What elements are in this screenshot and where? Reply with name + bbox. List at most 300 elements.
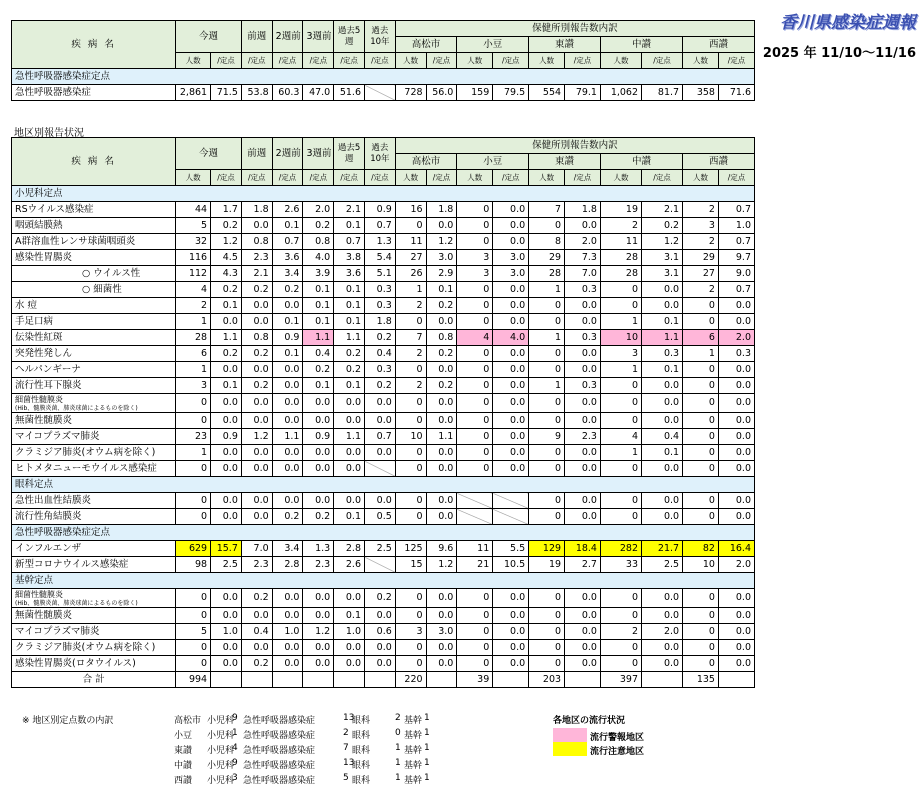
value-cell: 3 [457, 250, 493, 266]
value-cell: 0 [395, 589, 426, 608]
disease-label: 流行性耳下腺炎 [15, 379, 82, 391]
value-cell: 1 [176, 362, 211, 378]
disease-label: ヒトメタニューモウイルス感染症 [15, 462, 157, 474]
two-weeks-header: 2週前 [272, 21, 303, 53]
legend-warning-swatch [553, 728, 587, 742]
value-cell: 0.3 [365, 298, 396, 314]
value-cell: 0.0 [426, 394, 457, 413]
value-cell: 358 [683, 85, 719, 101]
value-cell: 0.0 [426, 413, 457, 429]
past10-header: 過去10年 [365, 138, 396, 170]
value-cell: 1.0 [718, 218, 754, 234]
value-cell: 2.1 [241, 266, 272, 282]
value-cell: 0 [176, 656, 211, 672]
value-cell: 2.0 [718, 557, 754, 573]
this-week-header: 今週 [176, 21, 242, 53]
empty-cell [334, 672, 365, 688]
value-cell: 0.0 [211, 640, 242, 656]
disease-label: ヘルパンギーナ [15, 363, 81, 375]
count-header: 人数 [457, 53, 493, 69]
table-row [12, 589, 755, 608]
value-cell: 0.1 [334, 608, 365, 624]
value-cell: 1.1 [272, 429, 303, 445]
value-cell: 0.0 [642, 298, 683, 314]
value-cell: 29 [683, 250, 719, 266]
value-cell: 0.0 [334, 413, 365, 429]
footnote-cell: 基幹 [404, 746, 423, 756]
value-cell: 10 [395, 429, 426, 445]
region-header: 中讃 [600, 154, 682, 170]
value-cell: 0.0 [565, 461, 601, 477]
value-cell: 2.1 [642, 202, 683, 218]
value-cell: 27 [683, 266, 719, 282]
value-cell: 1.1 [334, 330, 365, 346]
value-cell: 2.3 [241, 250, 272, 266]
value-cell: 0 [457, 608, 493, 624]
value-cell: 0.7 [365, 218, 396, 234]
disease-label: マイコプラズマ肺炎 [15, 430, 100, 442]
value-cell: 0.3 [565, 378, 601, 394]
disease-name [12, 202, 176, 218]
value-cell: 2 [395, 378, 426, 394]
value-cell: 0.0 [211, 589, 242, 608]
value-cell: 0 [600, 378, 641, 394]
legend-title: 各地区の流行状況 [553, 716, 626, 726]
count-header: 人数 [600, 170, 641, 186]
footnote-cell: 0 [395, 728, 401, 738]
value-cell: 1.3 [365, 234, 396, 250]
value-cell: 2 [176, 298, 211, 314]
disease-name [12, 509, 176, 525]
disease-name [12, 362, 176, 378]
count-header: 人数 [176, 170, 211, 186]
table-row [12, 557, 755, 573]
legend-warning-label: 流行警報地区 [590, 733, 645, 743]
value-cell: 10 [683, 557, 719, 573]
value-cell: 0.1 [642, 314, 683, 330]
disease-header: 疾 病 名 [12, 21, 176, 69]
value-cell: 2.0 [718, 330, 754, 346]
value-cell: 0.0 [426, 509, 457, 525]
value-cell: 0.0 [272, 493, 303, 509]
disease-label: 水 痘 [15, 299, 38, 311]
value-cell: 28 [176, 330, 211, 346]
region-header: 小豆 [457, 154, 529, 170]
value-cell: 8 [529, 234, 565, 250]
value-cell: 0.0 [303, 608, 334, 624]
disease-label: 細菌性髄膜炎 [15, 590, 63, 599]
value-cell: 0.0 [642, 461, 683, 477]
footnote-cell: 中讃 [174, 761, 193, 771]
value-cell: 2.0 [565, 234, 601, 250]
per-site-header: /定点 [303, 53, 334, 69]
value-cell: 0 [457, 413, 493, 429]
table-row [12, 624, 755, 640]
disease-label: クラミジア肺炎(オウム病を除く) [15, 446, 156, 458]
value-cell: 3.6 [272, 250, 303, 266]
value-cell: 0.4 [365, 346, 396, 362]
value-cell: 0 [683, 608, 719, 624]
disease-label: 急性出血性結膜炎 [15, 494, 92, 506]
two-weeks-header: 2週前 [272, 138, 303, 170]
footnote-cell: 小豆 [174, 731, 193, 741]
footnote-cell: 2 [395, 713, 401, 723]
value-cell: 2.3 [303, 557, 334, 573]
table-row [12, 298, 755, 314]
table-row [12, 461, 755, 477]
per-site-header: /定点 [241, 170, 272, 186]
value-cell: 60.3 [272, 85, 303, 101]
value-cell: 2 [683, 202, 719, 218]
value-cell: 0.2 [211, 346, 242, 362]
value-cell: 53.8 [241, 85, 272, 101]
value-cell: 0.0 [718, 493, 754, 509]
disease-label: 無菌性髄膜炎 [15, 609, 73, 621]
value-cell: 15.7 [211, 541, 242, 557]
value-cell: 0 [457, 218, 493, 234]
disease-name [12, 85, 176, 101]
value-cell: 0.0 [241, 314, 272, 330]
table-row [12, 493, 755, 509]
value-cell: 0.0 [493, 413, 529, 429]
value-cell: 9.6 [426, 541, 457, 557]
value-cell: 6 [176, 346, 211, 362]
value-cell: 1.0 [272, 624, 303, 640]
value-cell: 129 [529, 541, 565, 557]
value-cell: 0.1 [334, 378, 365, 394]
value-cell: 1 [600, 445, 641, 461]
value-cell: 0.0 [565, 362, 601, 378]
value-cell: 0.0 [718, 429, 754, 445]
value-cell: 0.0 [211, 314, 242, 330]
value-cell: 0.0 [565, 656, 601, 672]
value-cell: 0.2 [365, 589, 396, 608]
value-cell: 0.0 [334, 394, 365, 413]
value-cell: 2.5 [211, 557, 242, 573]
value-cell: 0.3 [642, 346, 683, 362]
empty-cell [211, 672, 242, 688]
value-cell: 0.0 [272, 362, 303, 378]
table-row [12, 202, 755, 218]
value-cell: 0 [683, 362, 719, 378]
disease-name [12, 461, 176, 477]
table-row [12, 608, 755, 624]
disease-label: ○ 細菌性 [82, 283, 122, 295]
value-cell: 0.2 [365, 378, 396, 394]
footnote-cell: 9 [232, 758, 238, 768]
disease-label: A群溶血性レンサ球菌咽頭炎 [15, 235, 136, 247]
value-cell: 0 [529, 298, 565, 314]
value-cell: 3.1 [642, 250, 683, 266]
value-cell: 0.0 [272, 394, 303, 413]
value-cell: 5 [176, 218, 211, 234]
value-cell: 0.1 [334, 298, 365, 314]
value-cell: 0 [395, 656, 426, 672]
value-cell: 0.0 [718, 445, 754, 461]
count-header: 人数 [529, 53, 565, 69]
value-cell: 0.0 [718, 608, 754, 624]
group-row [12, 525, 755, 541]
value-cell: 0.9 [272, 330, 303, 346]
disease-label: 流行性角結膜炎 [15, 510, 82, 522]
value-cell: 0.0 [718, 640, 754, 656]
table-row [12, 250, 755, 266]
value-cell: 0.0 [211, 608, 242, 624]
value-cell: 0.8 [241, 330, 272, 346]
value-cell: 0.2 [365, 330, 396, 346]
per-site-header: /定点 [426, 53, 457, 69]
value-cell: 7 [529, 202, 565, 218]
value-cell: 0.0 [718, 461, 754, 477]
value-cell: 0.3 [365, 362, 396, 378]
region-header: 西讃 [683, 154, 755, 170]
value-cell: 0 [529, 589, 565, 608]
value-cell: 0.0 [334, 445, 365, 461]
value-cell: 0.0 [211, 509, 242, 525]
value-cell: 0.0 [303, 461, 334, 477]
region-total: 203 [529, 672, 565, 688]
three-weeks-header: 3週前 [303, 138, 334, 170]
value-cell: 1.2 [241, 429, 272, 445]
value-cell: 3.0 [493, 266, 529, 282]
group-row [12, 573, 755, 589]
value-cell: 1 [600, 362, 641, 378]
region-total: 397 [600, 672, 641, 688]
disease-name [12, 589, 176, 608]
value-cell: 1.1 [211, 330, 242, 346]
value-cell: 0.0 [565, 314, 601, 330]
value-cell: 0.2 [241, 656, 272, 672]
value-cell: 3 [457, 266, 493, 282]
prev-week-header: 前週 [241, 138, 272, 170]
value-cell: 159 [457, 85, 493, 101]
value-cell: 0.2 [241, 346, 272, 362]
disease-label: インフルエンザ [15, 542, 82, 554]
value-cell: 10.5 [493, 557, 529, 573]
value-cell: 0.0 [718, 624, 754, 640]
footnote-cell: 基幹 [404, 761, 423, 771]
value-cell: 0.0 [303, 656, 334, 672]
value-cell: 0.0 [493, 429, 529, 445]
value-cell: 0.2 [426, 346, 457, 362]
footnote-cell: 眼科 [352, 761, 371, 771]
value-cell: 2.3 [565, 429, 601, 445]
value-cell: 0.9 [303, 429, 334, 445]
value-cell: 0.0 [334, 589, 365, 608]
value-cell: 728 [395, 85, 426, 101]
value-cell: 1.8 [365, 314, 396, 330]
value-cell: 2.3 [241, 557, 272, 573]
value-cell: 0.0 [365, 493, 396, 509]
value-cell: 21.7 [642, 541, 683, 557]
value-cell: 0.0 [272, 656, 303, 672]
value-cell: 0 [457, 314, 493, 330]
value-cell: 0.0 [718, 394, 754, 413]
value-cell: 0.0 [493, 589, 529, 608]
footnote-cell: 基幹 [404, 716, 423, 726]
value-cell: 7 [395, 330, 426, 346]
footnote-cell: 2 [343, 728, 349, 738]
value-cell: 29 [529, 250, 565, 266]
value-cell: 19 [529, 557, 565, 573]
value-cell: 0 [457, 656, 493, 672]
value-cell: 0 [176, 608, 211, 624]
footnote-cell: 小児科 [207, 731, 235, 741]
table-row [12, 541, 755, 557]
value-cell: 0 [457, 202, 493, 218]
value-cell: 0.0 [426, 589, 457, 608]
value-cell: 0 [395, 509, 426, 525]
count-header: 人数 [395, 53, 426, 69]
disease-label: 感染性胃腸炎 [15, 251, 73, 263]
value-cell: 79.1 [565, 85, 601, 101]
value-cell: 28 [529, 266, 565, 282]
value-cell: 0.0 [426, 461, 457, 477]
value-cell: 1,062 [600, 85, 641, 101]
value-cell: 0 [457, 394, 493, 413]
value-cell: 0.6 [365, 624, 396, 640]
value-cell: 0.0 [272, 461, 303, 477]
value-cell: 0.0 [303, 493, 334, 509]
per-site-header: /定点 [334, 53, 365, 69]
value-cell: 0.0 [565, 608, 601, 624]
value-cell: 2 [600, 624, 641, 640]
value-cell: 0.2 [272, 282, 303, 298]
value-cell: 1 [529, 378, 565, 394]
value-cell: 0 [529, 362, 565, 378]
value-cell: 0.0 [426, 656, 457, 672]
value-cell [457, 493, 493, 509]
footnote-label: ※ 地区別定点数の内訳 [22, 716, 114, 726]
disease-label: 細菌性髄膜炎 [15, 395, 63, 404]
value-cell: 0.2 [241, 282, 272, 298]
value-cell: 5.4 [365, 250, 396, 266]
value-cell: 0.0 [565, 589, 601, 608]
value-cell: 0.0 [211, 445, 242, 461]
value-cell: 4 [600, 429, 641, 445]
value-cell: 1.0 [334, 624, 365, 640]
value-cell: 2.8 [334, 541, 365, 557]
count-header: 人数 [600, 53, 641, 69]
per-site-header: /定点 [718, 53, 754, 69]
footnote-cell: 1 [395, 773, 401, 783]
disease-name [12, 640, 176, 656]
footnote-cell: 急性呼吸器感染症 [243, 746, 316, 756]
value-cell: 0 [600, 493, 641, 509]
value-cell: 116 [176, 250, 211, 266]
value-cell: 1.7 [211, 202, 242, 218]
value-cell: 112 [176, 266, 211, 282]
value-cell: 11 [600, 234, 641, 250]
value-cell: 0.1 [334, 282, 365, 298]
value-cell: 0.0 [565, 394, 601, 413]
total-row [12, 672, 755, 688]
value-cell: 0 [176, 493, 211, 509]
disease-name [12, 330, 176, 346]
value-cell: 0 [683, 378, 719, 394]
value-cell: 2.5 [642, 557, 683, 573]
value-cell: 0 [683, 461, 719, 477]
value-cell: 0.0 [493, 314, 529, 330]
per-site-header: /定点 [565, 170, 601, 186]
value-cell: 0 [395, 314, 426, 330]
value-cell: 0 [395, 413, 426, 429]
table-row [12, 362, 755, 378]
past5-header: 過去5週 [334, 21, 365, 53]
footnote-cell: 眼科 [352, 776, 371, 786]
footnote-cell: 小児科 [207, 761, 235, 771]
footnote-cell: 1 [424, 758, 430, 768]
value-cell: 0.0 [272, 640, 303, 656]
value-cell: 5.5 [493, 541, 529, 557]
value-cell: 0.0 [426, 608, 457, 624]
disease-name [12, 234, 176, 250]
value-cell: 0.2 [426, 298, 457, 314]
value-cell: 0.0 [493, 378, 529, 394]
value-cell: 1.2 [303, 624, 334, 640]
disease-label: ○ ウイルス性 [82, 267, 141, 279]
footnote-cell: 小児科 [207, 716, 235, 726]
value-cell: 0.2 [334, 362, 365, 378]
past10-header: 過去10年 [365, 21, 396, 53]
value-cell: 1.3 [303, 541, 334, 557]
value-cell: 0.0 [241, 608, 272, 624]
footnote-cell: 基幹 [404, 776, 423, 786]
value-cell: 0.1 [272, 314, 303, 330]
value-cell: 0.8 [241, 234, 272, 250]
table-row [12, 266, 755, 282]
value-cell: 1 [176, 445, 211, 461]
table-row [12, 656, 755, 672]
value-cell: 0.0 [211, 656, 242, 672]
value-cell: 0 [395, 640, 426, 656]
region-total: 39 [457, 672, 493, 688]
value-cell: 2,861 [176, 85, 211, 101]
value-cell: 0.0 [718, 378, 754, 394]
value-cell: 0.0 [211, 362, 242, 378]
group-label: 急性呼吸器感染症定点 [12, 69, 755, 85]
value-cell: 5 [176, 624, 211, 640]
value-cell: 0.0 [493, 218, 529, 234]
value-cell: 3.9 [303, 266, 334, 282]
value-cell: 0.0 [642, 493, 683, 509]
value-cell [365, 85, 396, 101]
value-cell: 0.0 [365, 608, 396, 624]
value-cell: 3.4 [272, 266, 303, 282]
value-cell: 0 [683, 413, 719, 429]
group-row [12, 186, 755, 202]
value-cell: 0.0 [211, 461, 242, 477]
value-cell: 0 [683, 656, 719, 672]
value-cell: 0.0 [565, 445, 601, 461]
value-cell: 0.0 [241, 445, 272, 461]
value-cell: 0.0 [303, 413, 334, 429]
footnote-cell: 東讃 [174, 746, 193, 756]
footnote-cell: 急性呼吸器感染症 [243, 716, 316, 726]
value-cell: 2.5 [365, 541, 396, 557]
breakdown-header: 保健所別報告数内訳 [395, 21, 754, 37]
value-cell: 2 [600, 218, 641, 234]
value-cell: 0 [395, 394, 426, 413]
value-cell: 629 [176, 541, 211, 557]
value-cell: 0.0 [241, 509, 272, 525]
per-site-header: /定点 [642, 53, 683, 69]
value-cell: 2 [395, 346, 426, 362]
value-cell: 125 [395, 541, 426, 557]
value-cell: 0.1 [303, 298, 334, 314]
value-cell: 282 [600, 541, 641, 557]
value-cell: 0 [529, 493, 565, 509]
